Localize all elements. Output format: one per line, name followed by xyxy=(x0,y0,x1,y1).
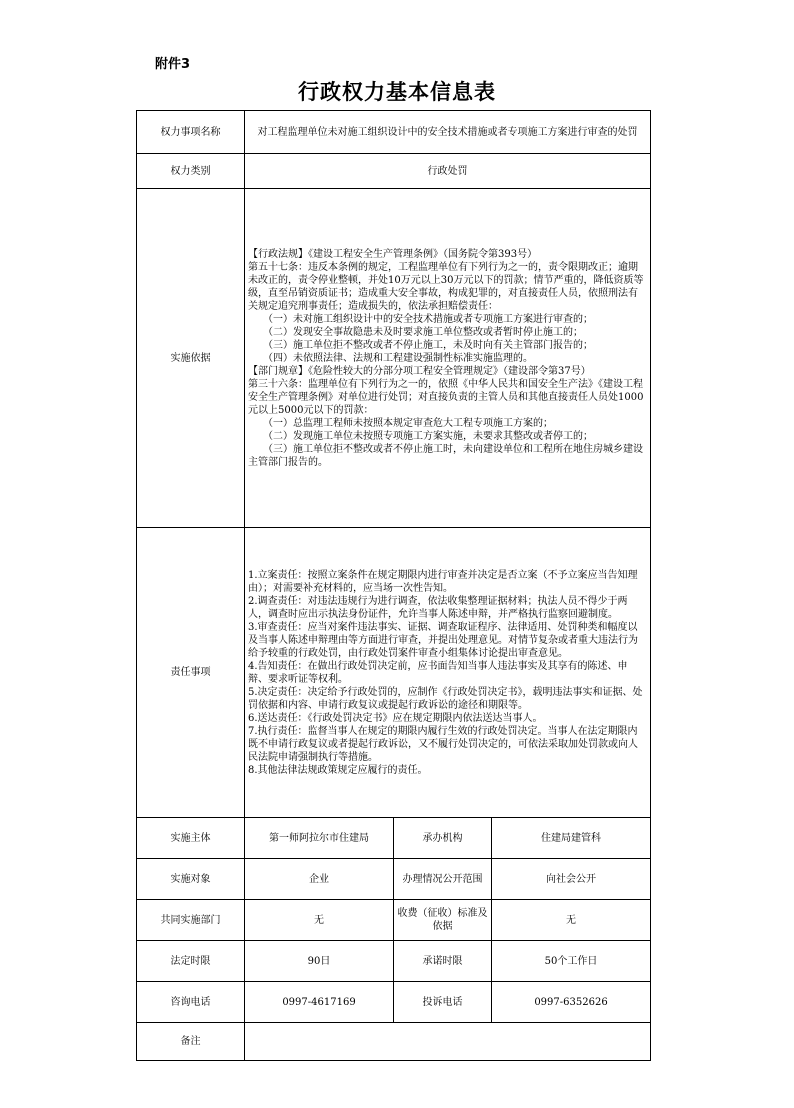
basis-line: （一）总监理工程师未按照本规定审查危大工程专项施工方案的； xyxy=(248,417,553,429)
legal-limit-value: 90日 xyxy=(245,941,394,982)
row-category xyxy=(137,154,651,189)
promise-limit-value: 50个工作日 xyxy=(492,941,651,982)
basis-line: （三）施工单位拒不整改或者不停止施工时，未向建设单位和工程所在地住房城乡建设主管部门报告的。 xyxy=(248,443,643,468)
subject-label: 实施主体 xyxy=(137,818,245,859)
responsibility-line: 7.执行责任：监督当事人在规定的期限内履行生效的行政处罚决定。当事人在法定期限内既不申请行政复议或者提起行政诉讼，又不履行处罚决定的，可依法采取加处罚款或向人民法院申请强制执行等措施。 xyxy=(248,725,638,763)
row-target xyxy=(137,859,651,900)
joint-value: 无 xyxy=(245,900,394,941)
row-joint xyxy=(137,900,651,941)
responsibility-line: 8.其他法律法规政策规定应履行的责任。 xyxy=(248,764,428,776)
basis-text xyxy=(245,189,651,528)
target-label: 实施对象 xyxy=(137,859,245,900)
category-value: 行政处罚 xyxy=(245,154,651,189)
target-value: 企业 xyxy=(245,859,394,900)
row-item-name xyxy=(137,111,651,154)
info-table xyxy=(136,110,651,1061)
row-responsibility xyxy=(137,528,651,818)
row-basis xyxy=(137,189,651,528)
responsibility-line: 4.告知责任：在做出行政处罚决定前，应书面告知当事人违法事实及其享有的陈述、申辩、要求听证等权利。 xyxy=(248,660,628,685)
consult-phone-label: 咨询电话 xyxy=(137,982,245,1023)
agency-label: 承办机构 xyxy=(394,818,492,859)
joint-label: 共同实施部门 xyxy=(137,900,245,941)
basis-line: 第三十六条：监理单位有下列行为之一的，依照《中华人民共和国安全生产法》《建设工程安全生产管理条例》对单位进行处罚；对直接负责的主管人员和其他直接责任人员处1000元以上5000元以下的罚款： xyxy=(248,378,644,416)
item-name-value: 对工程监理单位未对施工组织设计中的安全技术措施或者专项施工方案进行审查的处罚 xyxy=(245,111,651,154)
promise-limit-label: 承诺时限 xyxy=(394,941,492,982)
row-phone xyxy=(137,982,651,1023)
basis-line: （二）发现施工单位未按照专项施工方案实施，未要求其整改或者停工的； xyxy=(248,430,593,442)
legal-limit-label: 法定时限 xyxy=(137,941,245,982)
fee-label: 收费（征收）标准及依据 xyxy=(394,900,492,941)
responsibility-text xyxy=(245,528,651,818)
basis-line: （二）发现安全事故隐患未及时要求施工单位整改或者暂时停止施工的； xyxy=(248,326,583,338)
category-label: 权力类别 xyxy=(137,154,245,189)
row-time-limit xyxy=(137,941,651,982)
row-remark xyxy=(137,1023,651,1061)
basis-line: （四）未依照法律、法规和工程建设强制性标准实施监理的。 xyxy=(248,352,533,364)
attachment-label: 附件3 xyxy=(155,57,191,72)
complaint-phone-label: 投诉电话 xyxy=(394,982,492,1023)
consult-phone-value: 0997-4617169 xyxy=(245,982,394,1023)
disclosure-value: 向社会公开 xyxy=(492,859,651,900)
responsibility-line: 1.立案责任：按照立案条件在规定期限内进行审查并决定是否立案（不予立案应当告知理由）；对需要补充材料的，应当场一次性告知。 xyxy=(248,569,638,594)
page-title: 行政权力基本信息表 xyxy=(298,79,496,104)
basis-line: （三）施工单位拒不整改或者不停止施工，未及时向有关主管部门报告的； xyxy=(248,339,593,351)
basis-line: 【行政法规】《建设工程安全生产管理条例》（国务院令第393号） xyxy=(248,248,538,260)
responsibility-line: 3.审查责任：应当对案件违法事实、证据、调查取证程序、法律适用、处罚种类和幅度以及当事人陈述申辩理由等方面进行审查，并提出处理意见。对情节复杂或者重大违法行为给予较重的行政处罚，由行政处罚案件审查小组集体讨论提出审查意见。 xyxy=(248,621,638,659)
responsibility-line: 5.决定责任：决定给予行政处罚的，应制作《行政处罚决定书》，载明违法事实和证据、处罚依据和内容、申请行政复议或提起行政诉讼的途径和期限等。 xyxy=(248,686,643,711)
responsibility-line: 6.送达责任：《行政处罚决定书》应在规定期限内依法送达当事人。 xyxy=(248,712,543,724)
basis-line: 第五十七条：违反本条例的规定，工程监理单位有下列行为之一的，责令限期改正；逾期未改正的，责令停业整顿，并处10万元以上30万元以下的罚款；情节严重的，降低资质等级，直至吊销资质证书；造成重大安全事故，构成犯罪的，对直接责任人员，依照刑法有关规定追究刑事责任；造成损失的，依法承担赔偿责任： xyxy=(248,261,644,312)
complaint-phone-value: 0997-6352626 xyxy=(492,982,651,1023)
row-subject xyxy=(137,818,651,859)
agency-value: 住建局建管科 xyxy=(492,818,651,859)
responsibility-line: 2.调查责任：对违法违规行为进行调查，依法收集整理证据材料；执法人员不得少于两人，调查时应出示执法身份证件，允许当事人陈述申辩，并严格执行监察回避制度。 xyxy=(248,595,628,620)
responsibility-label: 责任事项 xyxy=(137,528,245,818)
basis-line: （一）未对施工组织设计中的安全技术措施或者专项施工方案进行审查的； xyxy=(248,313,593,325)
disclosure-label: 办理情况公开范围 xyxy=(394,859,492,900)
fee-value: 无 xyxy=(492,900,651,941)
remark-value xyxy=(245,1023,651,1061)
basis-line: 【部门规章】《危险性较大的分部分项工程安全管理规定》（建设部令第37号） xyxy=(248,365,591,377)
subject-value: 第一师阿拉尔市住建局 xyxy=(245,818,394,859)
remark-label: 备注 xyxy=(137,1023,245,1061)
item-name-label: 权力事项名称 xyxy=(137,111,245,154)
basis-label: 实施依据 xyxy=(137,189,245,528)
